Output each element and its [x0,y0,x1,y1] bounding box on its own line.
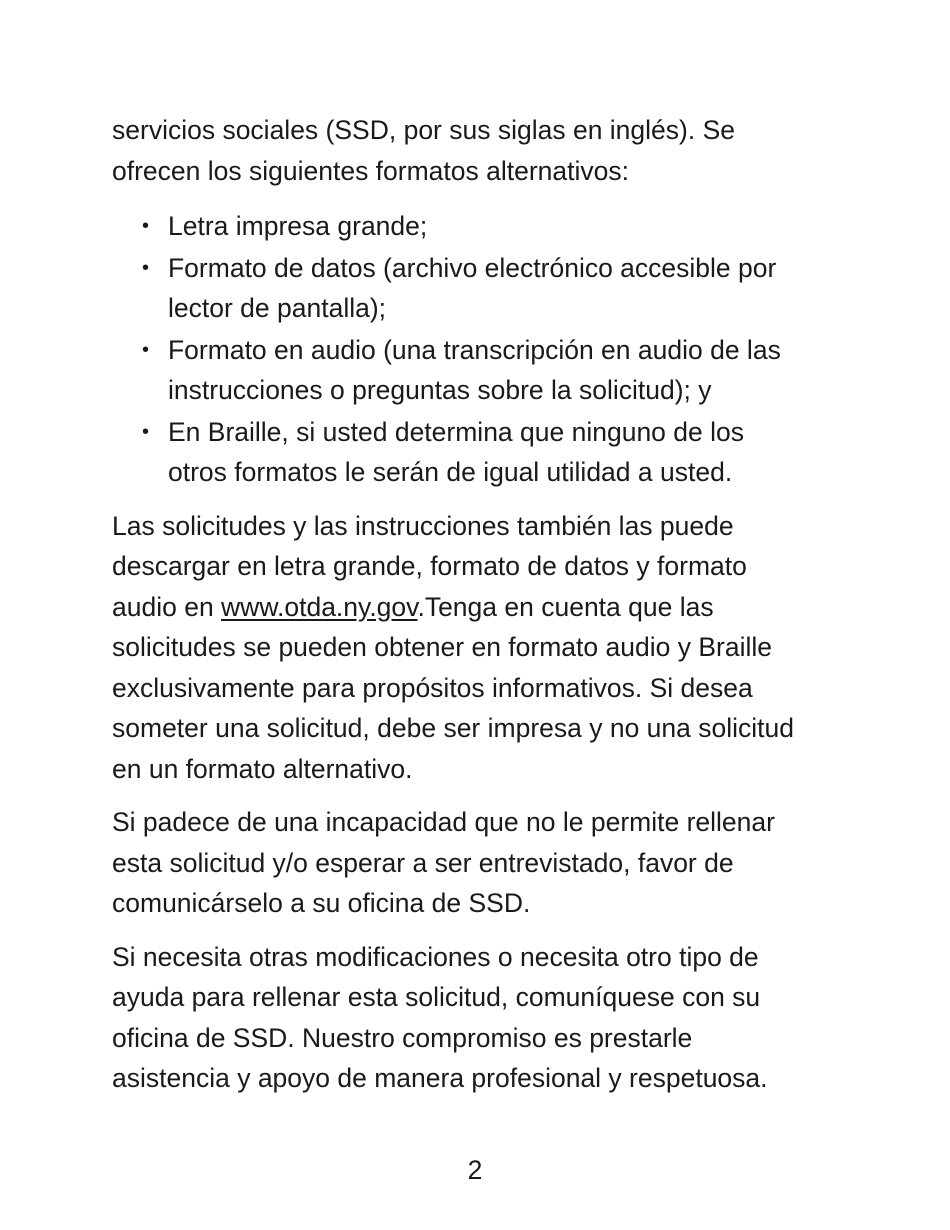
list-item: • Formato de datos (archivo electrónico accesible por lector de pantalla); [112,248,842,329]
intro-paragraph: servicios sociales (SSD, por sus siglas en inglés). Se ofrecen los siguientes formatos alternativos: [112,115,735,186]
list-item: • En Braille, si usted determina que ninguno de los otros formatos le serán de igual utilidad a usted. [112,412,842,493]
alternative-formats-list [112,206,842,493]
bullet-icon: • [142,215,150,237]
list-item: • Letra impresa grande; [112,206,842,247]
bullet-icon: • [142,256,150,279]
assistance-paragraph: Si necesita otras modificaciones o necesita otro tipo de ayuda para rellenar esta solicitud, comuníquese con su oficina de SSD. Nuestro compromiso es prestarle asistencia y apoyo de manera profesional y respetuosa. [112,941,768,1093]
list-item: • Formato en audio (una transcripción en audio de las instrucciones o preguntas sobre la solicitud); y [112,330,842,411]
otda-website-link[interactable]: www.otda.ny.gov [221,591,418,622]
disability-paragraph: Si padece de una incapacidad que no le permite rellenar esta solicitud y/o esperar a ser entrevistado, favor de comunicárselo a su oficina de SSD. [112,807,775,918]
download-paragraph: Las solicitudes y las instrucciones también las puede descargar en letra grande, formato de datos y formato audio en www.otda.ny.gov.Tenga en cuenta que las solicitudes se pueden obtener en formato audio y Braille exclusivamente para propósitos informativos. Si desea someter una solicitud, debe ser impresa y no una solicitud en un formato alternativo. [112,510,794,784]
bullet-icon: • [142,420,150,443]
bullet-icon: • [142,338,150,361]
page-number: 2 [467,1155,483,1185]
document-body [112,110,842,1099]
